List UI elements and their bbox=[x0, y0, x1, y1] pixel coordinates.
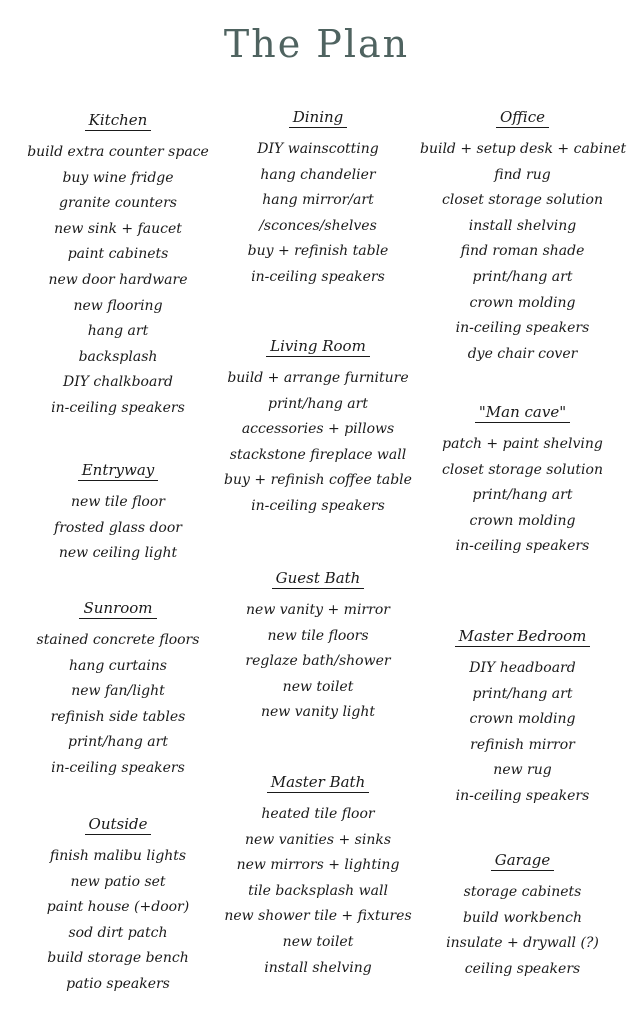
todo-item: in-ceiling speakers bbox=[251, 268, 385, 285]
todo-item: build extra counter space bbox=[27, 144, 209, 160]
todo-item: new sink + faucet bbox=[54, 220, 182, 237]
todo-item: new ceiling light bbox=[58, 545, 178, 562]
section-heading: Entryway bbox=[78, 461, 159, 481]
todo-item: closet storage solution bbox=[442, 192, 603, 209]
todo-item: finish malibu lights bbox=[49, 848, 187, 864]
section-heading: Outside bbox=[85, 815, 152, 835]
todo-list bbox=[420, 656, 625, 810]
todo-item: new tile floors bbox=[267, 627, 369, 644]
todo-item: new flooring bbox=[73, 297, 163, 314]
todo-item: in-ceiling speakers bbox=[455, 787, 590, 804]
todo-item: print/hang art bbox=[268, 395, 368, 412]
todo-list bbox=[420, 880, 625, 982]
todo-item: DIY wainscotting bbox=[257, 141, 379, 157]
todo-list bbox=[420, 432, 625, 560]
section-heading: Master Bath bbox=[267, 773, 370, 793]
todo-item: refinish side tables bbox=[50, 708, 186, 725]
todo-item: in-ceiling speakers bbox=[251, 497, 385, 514]
todo-item: crown molding bbox=[469, 512, 576, 529]
todo-item: print/hang art bbox=[472, 685, 573, 702]
todo-item: accessories + pillows bbox=[241, 421, 395, 438]
todo-item: hang chandelier bbox=[260, 166, 376, 183]
todo-item: refinish mirror bbox=[470, 736, 575, 753]
todo-list bbox=[213, 802, 423, 981]
todo-item: print/hang art bbox=[472, 487, 573, 504]
section-outside bbox=[18, 814, 218, 998]
todo-item: DIY headboard bbox=[469, 660, 576, 676]
todo-item: new door hardware bbox=[48, 271, 188, 288]
todo-item: insulate + drywall (?) bbox=[446, 935, 599, 952]
todo-item: install shelving bbox=[264, 959, 372, 976]
todo-item: new vanities + sinks bbox=[244, 831, 392, 848]
todo-item: hang mirror/art bbox=[262, 192, 374, 209]
todo-item: hang art bbox=[87, 323, 149, 340]
section-heading: Living Room bbox=[266, 337, 370, 357]
todo-item: closet storage solution bbox=[442, 461, 603, 478]
section-heading: Garage bbox=[491, 851, 555, 871]
todo-list bbox=[18, 140, 218, 422]
todo-item: new toilet bbox=[282, 678, 354, 695]
todo-item: backsplash bbox=[78, 348, 158, 365]
todo-item: crown molding bbox=[469, 711, 576, 728]
todo-item: heated tile floor bbox=[261, 806, 375, 822]
section-heading: "Man cave" bbox=[475, 403, 570, 423]
todo-item: build storage bench bbox=[47, 950, 189, 967]
todo-item: print/hang art bbox=[68, 734, 168, 751]
todo-item: in-ceiling speakers bbox=[455, 538, 590, 555]
todo-item: ceiling speakers bbox=[464, 960, 581, 977]
todo-list bbox=[213, 366, 423, 520]
todo-item: stained concrete floors bbox=[36, 632, 200, 648]
todo-item: buy + refinish coffee table bbox=[224, 472, 412, 489]
todo-item: reglaze bath/shower bbox=[245, 653, 391, 670]
todo-list bbox=[420, 137, 625, 367]
section-heading: Kitchen bbox=[85, 111, 152, 131]
todo-item: frosted glass door bbox=[54, 519, 182, 536]
section-office bbox=[420, 107, 625, 367]
section-dining bbox=[213, 107, 423, 291]
todo-item: storage cabinets bbox=[463, 884, 582, 900]
todo-item: /sconces/shelves bbox=[259, 217, 377, 234]
todo-item: build + setup desk + cabinet bbox=[420, 141, 627, 157]
todo-list bbox=[18, 844, 218, 998]
todo-item: tile backsplash wall bbox=[248, 882, 388, 899]
todo-item: in-ceiling speakers bbox=[51, 759, 185, 776]
todo-item: in-ceiling speakers bbox=[51, 399, 185, 416]
section-living-room bbox=[213, 336, 423, 520]
section-heading: Guest Bath bbox=[272, 569, 365, 589]
section-entryway bbox=[18, 460, 218, 567]
todo-item: print/hang art bbox=[472, 268, 573, 285]
todo-item: in-ceiling speakers bbox=[455, 320, 590, 337]
todo-item: dye chair cover bbox=[467, 345, 578, 362]
section-master-bedroom bbox=[420, 626, 625, 810]
todo-item: find rug bbox=[494, 166, 551, 183]
todo-item: DIY chalkboard bbox=[62, 374, 173, 391]
todo-item: new patio set bbox=[70, 873, 166, 890]
todo-item: granite counters bbox=[59, 195, 177, 212]
todo-item: buy + refinish table bbox=[247, 243, 389, 260]
todo-item: new vanity + mirror bbox=[246, 602, 390, 618]
todo-item: patio speakers bbox=[66, 975, 170, 992]
section-kitchen bbox=[18, 110, 218, 422]
todo-item: new shower tile + fixtures bbox=[224, 908, 412, 925]
todo-item: sod dirt patch bbox=[68, 924, 168, 941]
todo-list bbox=[18, 490, 218, 567]
todo-item: build + arrange furniture bbox=[227, 370, 409, 386]
todo-item: hang curtains bbox=[69, 657, 167, 674]
section-man-cave bbox=[420, 402, 625, 560]
section-garage bbox=[420, 850, 625, 982]
section-guest-bath bbox=[213, 568, 423, 726]
todo-list bbox=[18, 628, 218, 782]
section-sunroom bbox=[18, 598, 218, 782]
todo-list bbox=[213, 137, 423, 291]
section-master-bath bbox=[213, 772, 423, 981]
todo-item: new vanity light bbox=[260, 704, 376, 721]
todo-item: patch + paint shelving bbox=[442, 436, 603, 452]
todo-item: new mirrors + lighting bbox=[236, 857, 400, 874]
page-title: The Plan bbox=[223, 22, 410, 66]
todo-item: new toilet bbox=[282, 933, 354, 950]
todo-item: build workbench bbox=[462, 909, 583, 926]
section-heading: Office bbox=[496, 108, 549, 128]
todo-item: new rug bbox=[493, 762, 552, 779]
todo-item: new fan/light bbox=[71, 683, 165, 700]
todo-item: new tile floor bbox=[71, 494, 165, 510]
section-heading: Master Bedroom bbox=[455, 627, 591, 647]
section-heading: Dining bbox=[289, 108, 348, 128]
todo-list bbox=[213, 598, 423, 726]
todo-item: install shelving bbox=[468, 217, 577, 234]
todo-item: paint cabinets bbox=[67, 246, 169, 263]
todo-item: find roman shade bbox=[460, 243, 585, 260]
todo-item: crown molding bbox=[469, 294, 576, 311]
todo-item: buy wine fridge bbox=[62, 169, 174, 186]
section-heading: Sunroom bbox=[79, 599, 156, 619]
todo-item: stackstone fireplace wall bbox=[229, 446, 407, 463]
todo-item: paint house (+door) bbox=[46, 899, 190, 916]
